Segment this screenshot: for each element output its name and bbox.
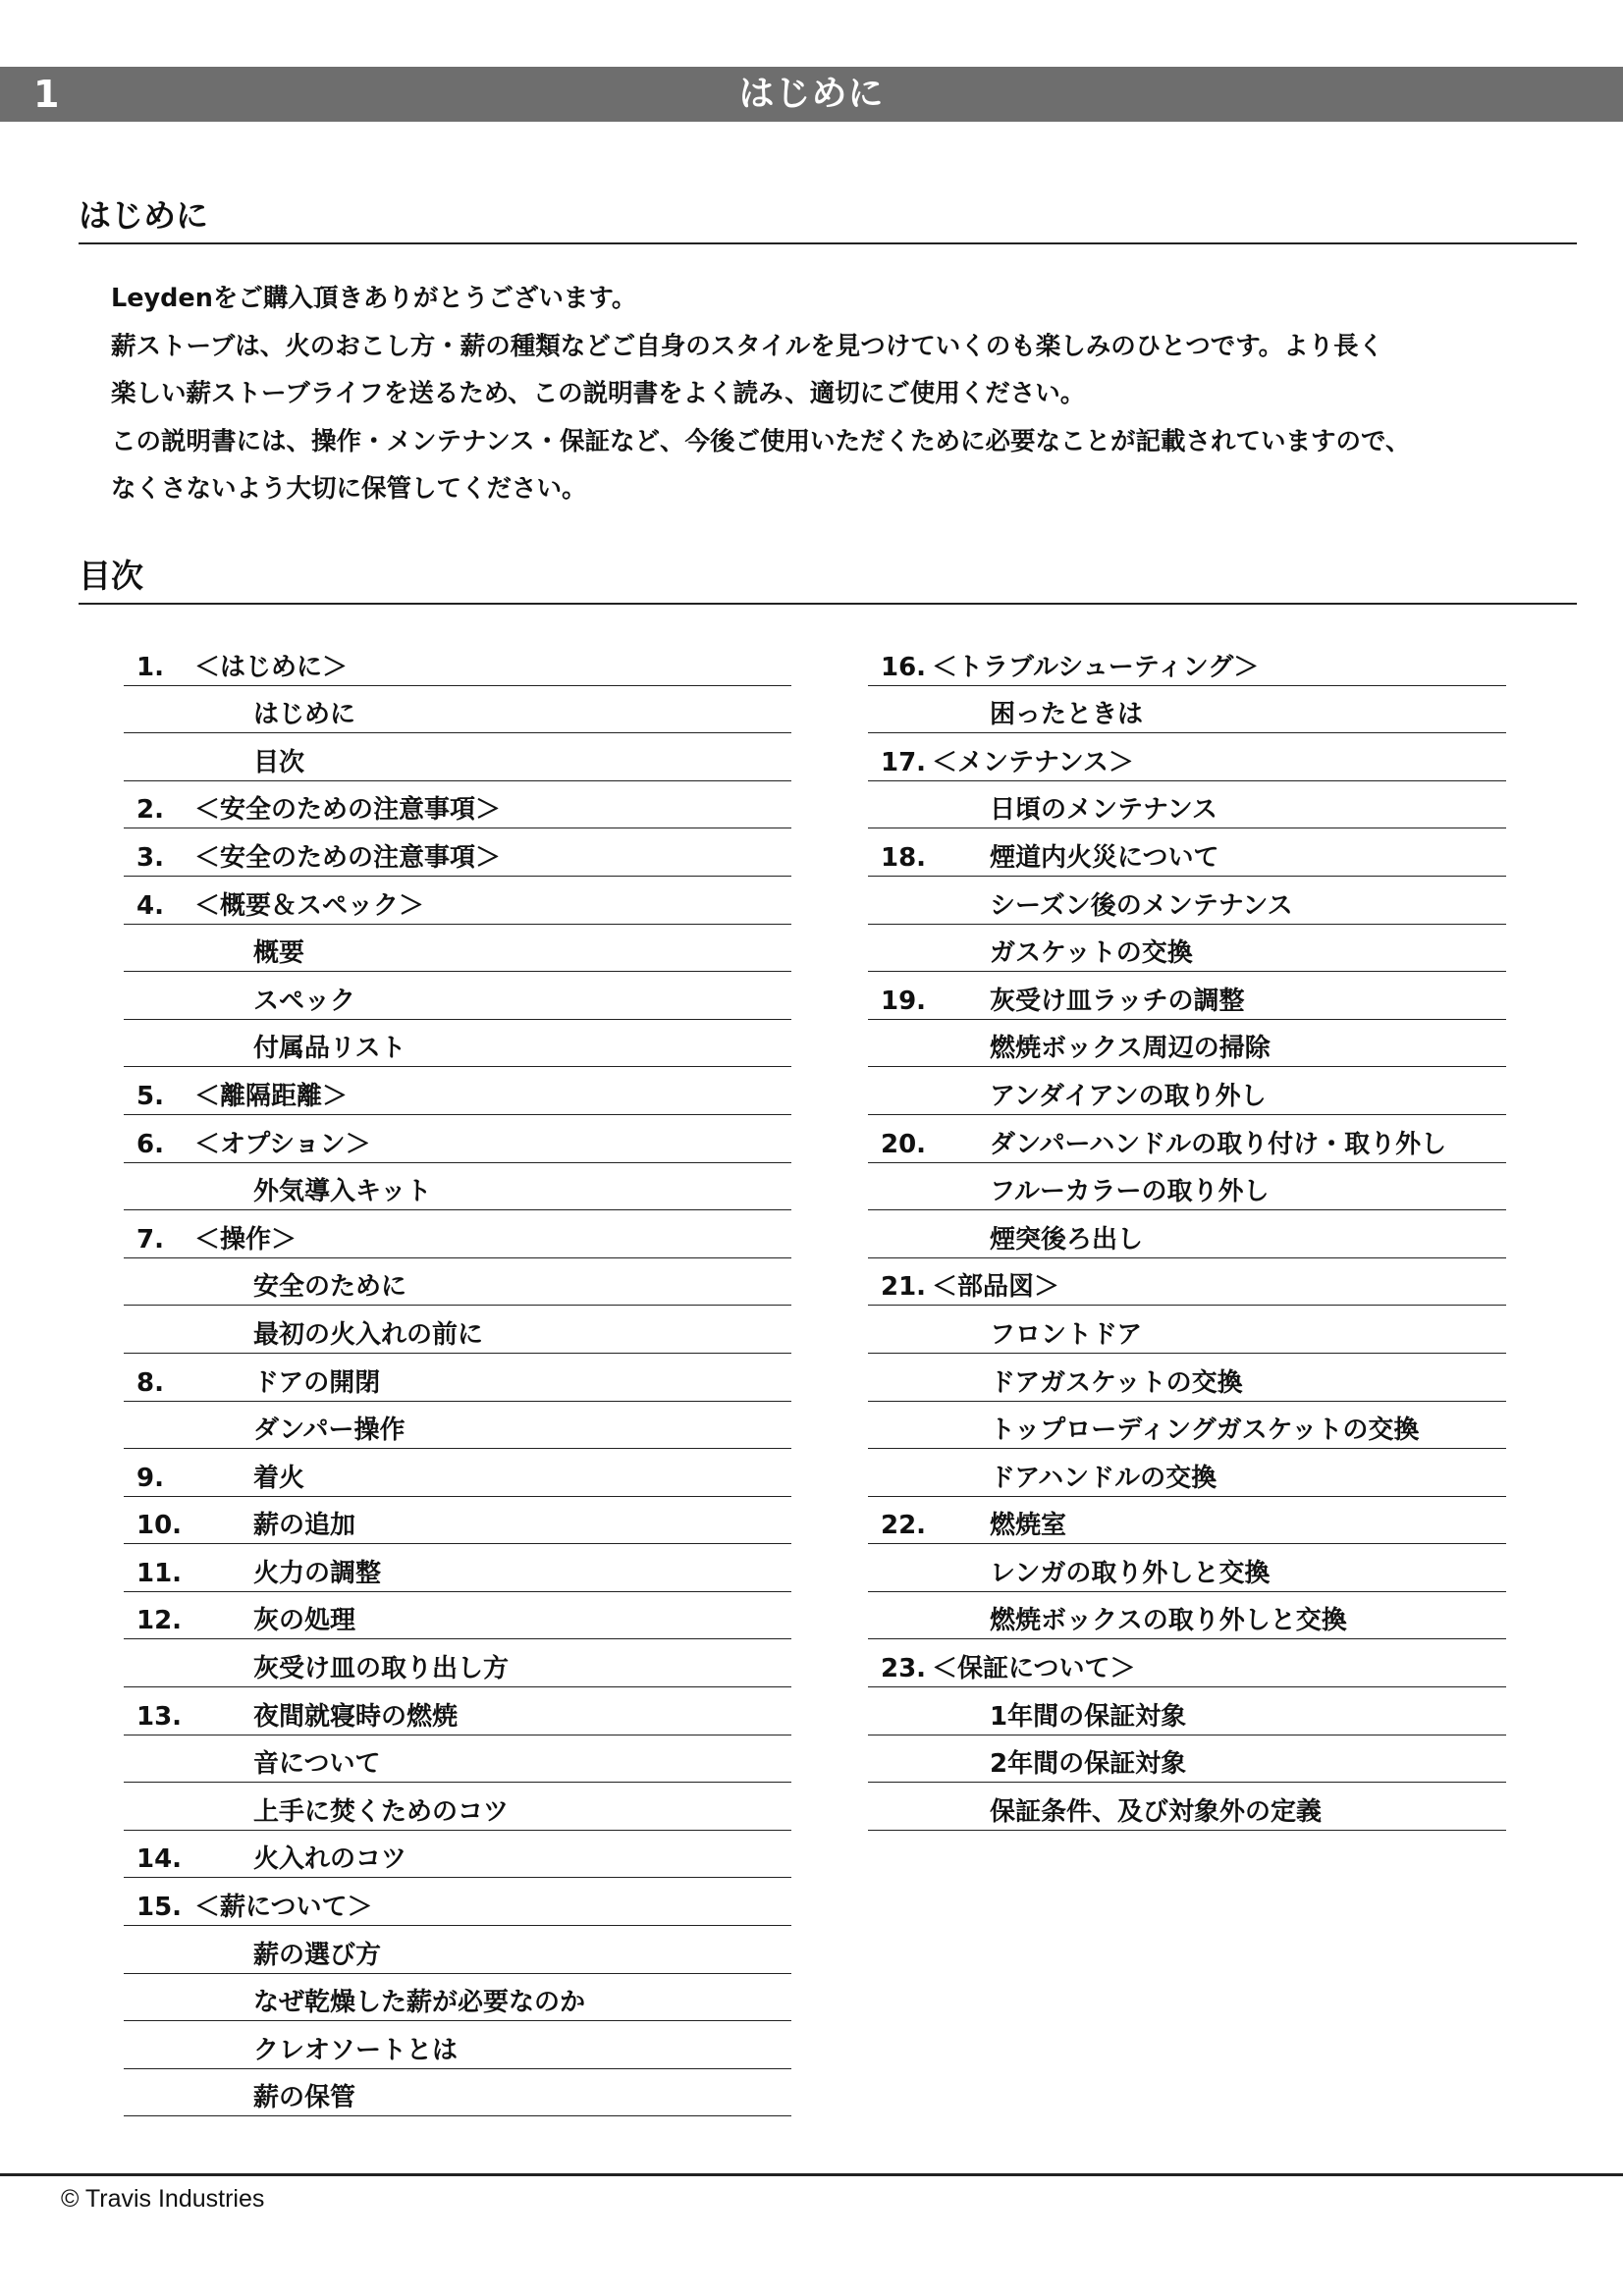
toc-entry-label: ＜保証について＞ bbox=[932, 1654, 1136, 1684]
toc-entry bbox=[124, 972, 791, 1020]
intro-line: 薪ストーブは、火のおこし方・薪の種類などご自身のスタイルを見つけていくのも楽しみのひとつです。より長く bbox=[111, 331, 1384, 361]
toc-entry bbox=[124, 1687, 791, 1735]
toc-entry-label: 1年間の保証対象 bbox=[990, 1701, 1187, 1732]
toc-entry-label: 燃焼ボックスの取り外しと交換 bbox=[990, 1606, 1347, 1636]
toc-heading-rule bbox=[79, 603, 1577, 605]
toc-entry-label: 音について bbox=[253, 1749, 381, 1780]
toc-entry-label: ＜操作＞ bbox=[194, 1224, 298, 1255]
toc-entry bbox=[124, 1306, 791, 1354]
toc-entry-label: 灰受け皿ラッチの調整 bbox=[990, 986, 1245, 1016]
toc-entry bbox=[868, 1639, 1506, 1687]
intro-heading-rule bbox=[79, 242, 1577, 244]
toc-entry-label: ＜部品図＞ bbox=[932, 1272, 1060, 1303]
toc-entry-label: 薪の選び方 bbox=[253, 1940, 382, 1970]
toc-entry-number: 21. bbox=[881, 1272, 927, 1303]
toc-entry-label: 灰の処理 bbox=[253, 1606, 356, 1636]
toc-left-column bbox=[124, 638, 791, 2116]
toc-entry-number: 6. bbox=[136, 1129, 164, 1159]
toc-entry-number: 4. bbox=[136, 890, 164, 921]
toc-entry bbox=[868, 1115, 1506, 1163]
intro-line: なくさないよう大切に保管してください。 bbox=[111, 474, 587, 504]
toc-entry bbox=[868, 1402, 1506, 1450]
toc-entry bbox=[868, 925, 1506, 973]
toc-entry-label: 燃焼ボックス周辺の掃除 bbox=[990, 1034, 1271, 1064]
copyright: © Travis Industries bbox=[61, 2185, 265, 2213]
toc-entry-label: フロントドア bbox=[990, 1319, 1143, 1350]
toc-entry bbox=[124, 925, 791, 973]
toc-entry-number: 12. bbox=[136, 1606, 183, 1636]
toc-entry-label: ダンパー操作 bbox=[253, 1415, 406, 1446]
intro-line: 楽しい薪ストーブライフを送るため、この説明書をよく読み、適切にご使用ください。 bbox=[111, 379, 1086, 408]
toc-entry bbox=[124, 781, 791, 829]
toc-entry-label: 着火 bbox=[253, 1463, 305, 1493]
toc-entry bbox=[124, 828, 791, 877]
footer-rule bbox=[0, 2173, 1623, 2176]
toc-entry-label: スペック bbox=[253, 986, 356, 1016]
toc-entry bbox=[868, 1306, 1506, 1354]
toc-entry-label: シーズン後のメンテナンス bbox=[990, 890, 1293, 921]
toc-entry bbox=[124, 2069, 791, 2117]
toc-entry bbox=[868, 1354, 1506, 1402]
toc-entry bbox=[124, 1735, 791, 1784]
toc-entry-number: 23. bbox=[881, 1654, 927, 1684]
toc-entry bbox=[868, 1783, 1506, 1831]
toc-entry bbox=[868, 1258, 1506, 1307]
toc-heading: 目次 bbox=[79, 557, 143, 595]
toc-entry-number: 9. bbox=[136, 1463, 164, 1493]
toc-entry bbox=[868, 1592, 1506, 1640]
toc-entry-label: 概要 bbox=[253, 938, 305, 969]
toc-entry-label: ダンパーハンドルの取り付け・取り外し bbox=[990, 1129, 1447, 1159]
toc-entry bbox=[124, 1020, 791, 1068]
toc-entry-number: 14. bbox=[136, 1844, 183, 1875]
toc-entry-label: ガスケットの交換 bbox=[990, 938, 1193, 969]
toc-entry-number: 3. bbox=[136, 842, 164, 873]
toc-entry-label: 煙突後ろ出し bbox=[990, 1224, 1144, 1255]
toc-entry bbox=[868, 781, 1506, 829]
toc-entry bbox=[868, 1020, 1506, 1068]
toc-entry-number: 8. bbox=[136, 1367, 164, 1398]
toc-entry-label: 燃焼室 bbox=[990, 1511, 1067, 1541]
toc-entry bbox=[124, 1926, 791, 1974]
toc-entry-label: ＜離隔距離＞ bbox=[194, 1081, 349, 1111]
chapter-title-bar bbox=[0, 67, 1623, 122]
toc-entry bbox=[124, 1258, 791, 1307]
toc-entry-number: 17. bbox=[881, 747, 927, 777]
toc-entry-label: 夜間就寝時の燃焼 bbox=[253, 1701, 459, 1732]
toc-entry bbox=[124, 1497, 791, 1545]
toc-entry bbox=[124, 1163, 791, 1211]
intro-line: この説明書には、操作・メンテナンス・保証など、今後ご使用いただくために必要なことが記載されていますので、 bbox=[111, 426, 1411, 456]
toc-entry-label: ＜安全のための注意事項＞ bbox=[194, 795, 502, 826]
toc-entry-label: クレオソートとは bbox=[253, 2035, 459, 2065]
toc-entry-label: ＜薪について＞ bbox=[194, 1893, 373, 1923]
toc-entry-label: 最初の火入れの前に bbox=[253, 1319, 484, 1350]
toc-entry bbox=[124, 1354, 791, 1402]
toc-entry-number: 1. bbox=[136, 652, 164, 682]
toc-entry bbox=[124, 1974, 791, 2022]
toc-entry bbox=[868, 1687, 1506, 1735]
toc-entry bbox=[868, 686, 1506, 734]
toc-entry-label: 煙道内火災について bbox=[990, 842, 1219, 873]
toc-entry bbox=[868, 1497, 1506, 1545]
toc-entry bbox=[124, 733, 791, 781]
toc-entry-label: ドアガスケットの交換 bbox=[990, 1367, 1243, 1398]
toc-entry-number: 5. bbox=[136, 1081, 164, 1111]
intro-text bbox=[111, 275, 1544, 513]
toc-entry-number: 7. bbox=[136, 1224, 164, 1255]
toc-entry-number: 18. bbox=[881, 842, 927, 873]
toc-entry bbox=[124, 1402, 791, 1450]
toc-entry-label: トップローディングガスケットの交換 bbox=[990, 1415, 1420, 1446]
toc-entry bbox=[124, 877, 791, 925]
toc-entry bbox=[868, 1735, 1506, 1784]
toc-entry bbox=[868, 972, 1506, 1020]
toc-entry bbox=[868, 828, 1506, 877]
toc-entry bbox=[124, 1115, 791, 1163]
toc-entry bbox=[124, 1831, 791, 1879]
toc-entry-label: 灰受け皿の取り出し方 bbox=[253, 1654, 510, 1684]
toc-entry-label: ＜トラブルシューティング＞ bbox=[932, 652, 1260, 682]
toc-entry-number: 19. bbox=[881, 986, 927, 1016]
toc-entry-label: 薪の保管 bbox=[253, 2083, 356, 2113]
toc-entry-label: ＜はじめに＞ bbox=[194, 652, 349, 682]
toc-entry-label: 火力の調整 bbox=[253, 1558, 382, 1588]
chapter-title: はじめに bbox=[738, 74, 885, 114]
toc-entry bbox=[868, 877, 1506, 925]
toc-entry-label: なぜ乾燥した薪が必要なのか bbox=[253, 1988, 586, 2018]
toc-entry-label: ドアハンドルの交換 bbox=[990, 1463, 1217, 1493]
toc-entry-label: 付属品リスト bbox=[253, 1034, 406, 1064]
toc-entry bbox=[868, 1449, 1506, 1497]
toc-entry bbox=[124, 1878, 791, 1926]
toc-entry-label: ＜メンテナンス＞ bbox=[932, 747, 1134, 777]
toc-entry-number: 20. bbox=[881, 1129, 927, 1159]
toc-entry bbox=[124, 1210, 791, 1258]
toc-entry-label: 上手に焚くためのコツ bbox=[253, 1796, 510, 1827]
toc-right-column bbox=[868, 638, 1506, 1831]
toc-entry-label: 安全のために bbox=[253, 1272, 407, 1303]
toc-entry-label: 保証条件、及び対象外の定義 bbox=[990, 1796, 1323, 1827]
toc-entry-label: 火入れのコツ bbox=[253, 1844, 407, 1875]
toc-entry-label: 薪の追加 bbox=[253, 1511, 356, 1541]
toc-entry bbox=[868, 1210, 1506, 1258]
toc-entry-number: 2. bbox=[136, 795, 164, 826]
toc-entry-label: はじめに bbox=[253, 700, 356, 730]
toc-entry-label: レンガの取り外しと交換 bbox=[990, 1558, 1271, 1588]
toc-entry-label: ドアの開閉 bbox=[253, 1367, 381, 1398]
toc-entry-number: 10. bbox=[136, 1511, 183, 1541]
toc-entry bbox=[124, 1067, 791, 1115]
toc-entry-number: 11. bbox=[136, 1558, 183, 1588]
page-number: 1 bbox=[33, 73, 60, 116]
toc-entry-label: ＜安全のための注意事項＞ bbox=[194, 842, 502, 873]
toc-entry bbox=[124, 1639, 791, 1687]
toc-entry-label: 2年間の保証対象 bbox=[990, 1749, 1187, 1780]
intro-line: Leydenをご購入頂きありがとうございます。 bbox=[111, 284, 637, 313]
toc-entry-label: 外気導入キット bbox=[253, 1177, 432, 1207]
toc-entry bbox=[124, 1544, 791, 1592]
toc-entry bbox=[124, 1592, 791, 1640]
intro-heading: はじめに bbox=[79, 196, 208, 235]
toc-entry bbox=[124, 1783, 791, 1831]
toc-entry-label: 日頃のメンテナンス bbox=[990, 795, 1217, 826]
toc-entry bbox=[124, 2021, 791, 2069]
toc-entry-label: アンダイアンの取り外し bbox=[990, 1081, 1267, 1111]
toc-entry bbox=[868, 1544, 1506, 1592]
toc-entry-label: 目次 bbox=[253, 747, 305, 777]
toc-entry-number: 13. bbox=[136, 1701, 183, 1732]
toc-entry bbox=[124, 1449, 791, 1497]
toc-entry bbox=[868, 733, 1506, 781]
toc-entry bbox=[124, 686, 791, 734]
toc-entry bbox=[868, 1163, 1506, 1211]
toc-entry-label: フルーカラーの取り外し bbox=[990, 1177, 1270, 1207]
toc-entry-number: 15. bbox=[136, 1893, 183, 1923]
toc-entry-number: 16. bbox=[881, 652, 927, 682]
toc-entry bbox=[868, 1067, 1506, 1115]
toc-entry-label: ＜概要＆スペック＞ bbox=[194, 890, 425, 921]
toc-entry-number: 22. bbox=[881, 1511, 927, 1541]
toc-entry bbox=[124, 638, 791, 686]
toc-entry-label: ＜オプション＞ bbox=[194, 1129, 371, 1159]
toc-entry-label: 困ったときは bbox=[990, 700, 1144, 730]
toc-entry bbox=[868, 638, 1506, 686]
